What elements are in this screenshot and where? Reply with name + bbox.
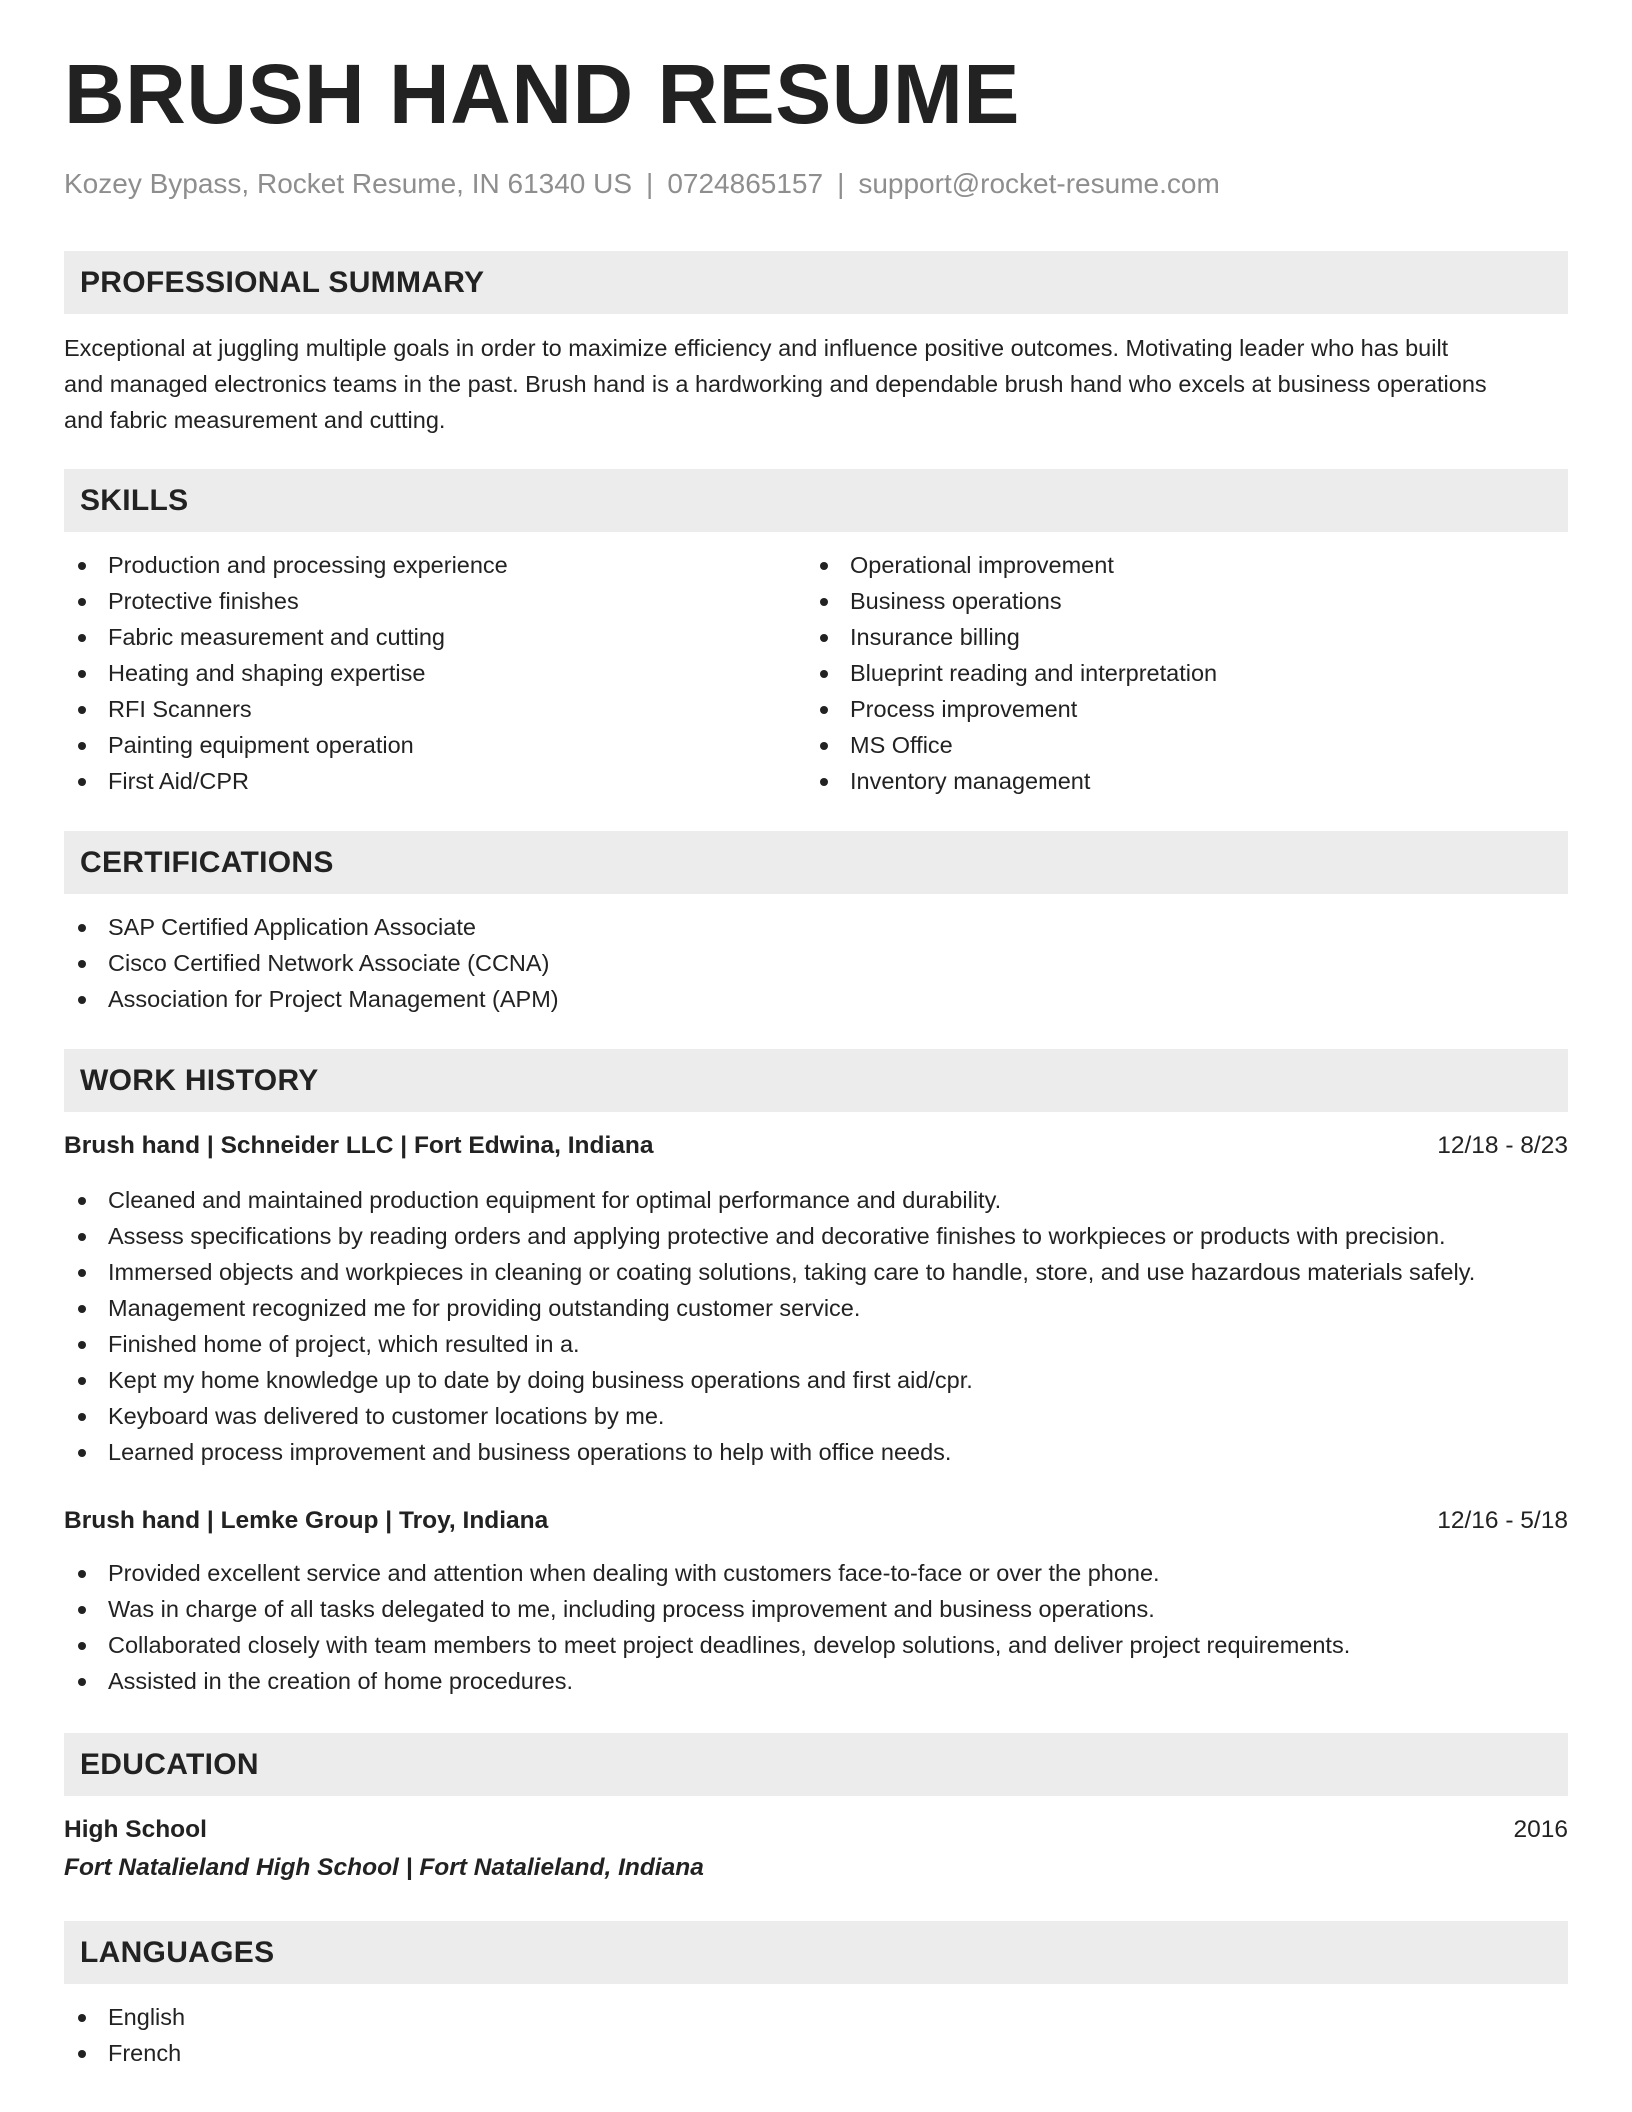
job-bullet: Keyboard was delivered to customer locations by me. (64, 1398, 1475, 1434)
job-bullet: Provided excellent service and attention when dealing with customers face-to-face or over the phone. (64, 1555, 1350, 1591)
certification-item: SAP Certified Application Associate (64, 909, 559, 945)
skill-item: Protective finishes (64, 583, 508, 619)
skill-item: Blueprint reading and interpretation (806, 655, 1217, 691)
job-dates: 12/18 - 8/23 (1437, 1132, 1568, 1159)
summary-text (64, 330, 1568, 438)
job-bullet: Finished home of project, which resulted in a. (64, 1326, 1475, 1362)
certification-item: Cisco Certified Network Associate (CCNA) (64, 945, 559, 981)
job-bullet: Assisted in the creation of home procedures. (64, 1663, 1350, 1699)
education-header (64, 1812, 1568, 1848)
education-degree: High School (64, 1816, 207, 1843)
section-header-certifications (64, 831, 1568, 894)
education-school: Fort Natalieland High School | Fort Natalieland, Indiana (64, 1854, 704, 1881)
resume-title: BRUSH HAND RESUME (64, 47, 1020, 141)
job-bullet: Kept my home knowledge up to date by doing business operations and first aid/cpr. (64, 1362, 1475, 1398)
contact-separator: | (646, 168, 654, 199)
job-bullet: Collaborated closely with team members to meet project deadlines, develop solutions, and deliver project requirements. (64, 1627, 1350, 1663)
job-bullets (64, 1555, 1350, 1699)
contact-phone: 0724865157 (667, 168, 824, 199)
skill-item: Painting equipment operation (64, 727, 508, 763)
section-header-education (64, 1733, 1568, 1796)
contact-separator: | (837, 168, 845, 199)
language-item: English (64, 1999, 185, 2035)
skill-item: Fabric measurement and cutting (64, 619, 508, 655)
contact-address: Kozey Bypass, Rocket Resume, IN 61340 US (64, 168, 633, 199)
job-bullet: Immersed objects and workpieces in cleaning or coating solutions, taking care to handle, store, and use hazardous materials safely. (64, 1254, 1475, 1290)
education-year: 2016 (1513, 1816, 1568, 1843)
skill-item: First Aid/CPR (64, 763, 508, 799)
section-header-work-history (64, 1049, 1568, 1112)
section-header-languages (64, 1921, 1568, 1984)
languages-list (64, 1999, 185, 2071)
job-bullet: Cleaned and maintained production equipment for optimal performance and durability. (64, 1182, 1475, 1218)
skill-item: MS Office (806, 727, 1217, 763)
section-header-summary (64, 251, 1568, 314)
certification-item: Association for Project Management (APM) (64, 981, 559, 1017)
section-header-skills (64, 469, 1568, 532)
job-bullet: Management recognized me for providing outstanding customer service. (64, 1290, 1475, 1326)
section-title: SKILLS (80, 483, 189, 517)
summary-line: and managed electronics teams in the past. Brush hand is a hardworking and dependable brush hand who excels at business operations (64, 371, 1487, 397)
skill-item: RFI Scanners (64, 691, 508, 727)
skill-item: Process improvement (806, 691, 1217, 727)
skill-item: Insurance billing (806, 619, 1217, 655)
job-title: Brush hand | Lemke Group | Troy, Indiana (64, 1507, 549, 1534)
contact-email: support@rocket-resume.com (858, 168, 1220, 199)
summary-line: and fabric measurement and cutting. (64, 407, 446, 433)
section-title: PROFESSIONAL SUMMARY (80, 265, 485, 299)
skill-item: Inventory management (806, 763, 1217, 799)
summary-line: Exceptional at juggling multiple goals in order to maximize efficiency and influence positive outcomes. Motivating leader who has built (64, 335, 1449, 361)
language-item: French (64, 2035, 185, 2071)
section-title: EDUCATION (80, 1747, 259, 1781)
skill-item: Heating and shaping expertise (64, 655, 508, 691)
section-title: LANGUAGES (80, 1935, 275, 1969)
section-title: WORK HISTORY (80, 1063, 319, 1097)
skill-item: Production and processing experience (64, 547, 508, 583)
job-bullet: Was in charge of all tasks delegated to me, including process improvement and business operations. (64, 1591, 1350, 1627)
section-title: CERTIFICATIONS (80, 845, 334, 879)
contact-line (64, 167, 1220, 201)
job-bullet: Assess specifications by reading orders and applying protective and decorative finishes to workpieces or products with precision. (64, 1218, 1475, 1254)
job-header (64, 1503, 1568, 1539)
job-dates: 12/16 - 5/18 (1437, 1507, 1568, 1534)
job-bullets (64, 1182, 1475, 1470)
skill-item: Operational improvement (806, 547, 1217, 583)
job-bullet: Learned process improvement and business operations to help with office needs. (64, 1434, 1475, 1470)
certifications-list (64, 909, 559, 1017)
skill-item: Business operations (806, 583, 1217, 619)
skills-list-left (64, 547, 508, 799)
job-title: Brush hand | Schneider LLC | Fort Edwina, Indiana (64, 1132, 654, 1159)
job-header (64, 1128, 1568, 1164)
skills-list-right (806, 547, 1217, 799)
